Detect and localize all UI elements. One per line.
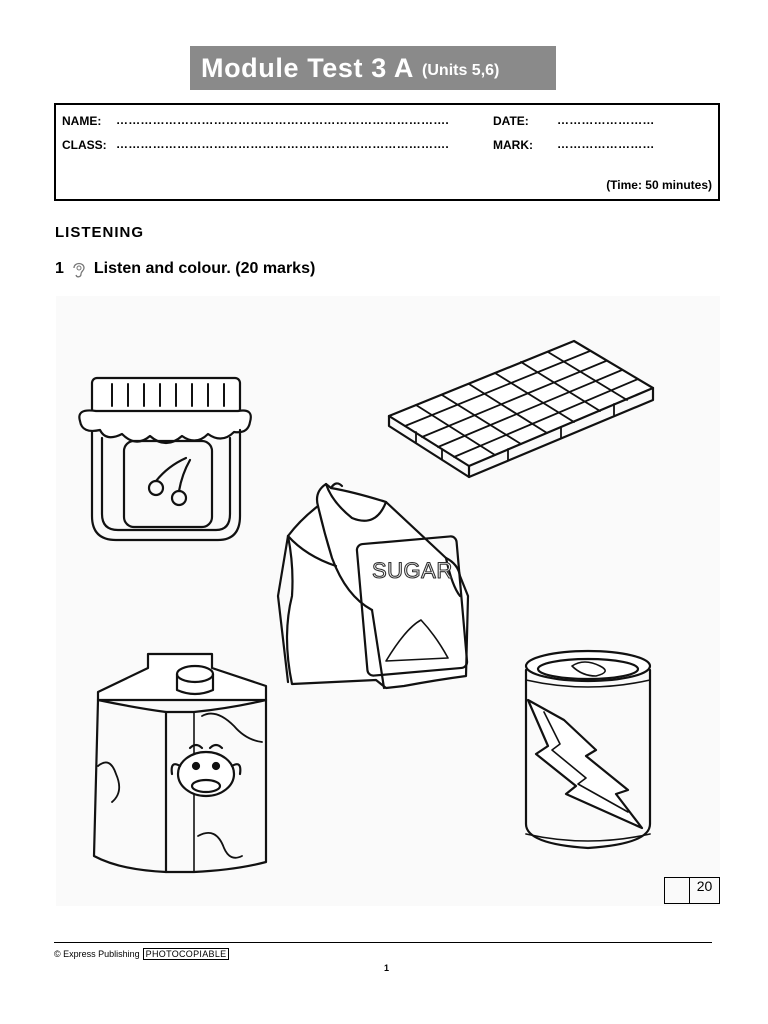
exercise-number: 1: [55, 260, 64, 277]
copyright-text: © Express Publishing: [54, 949, 140, 959]
date-field[interactable]: ……………………: [557, 113, 655, 127]
chocolate-bar-picture: [389, 341, 653, 477]
name-field[interactable]: ……………………………………………………………………….: [116, 113, 449, 127]
audio-listen-icon: [70, 259, 88, 279]
footer-divider: [54, 942, 712, 943]
mark-field[interactable]: ……………………: [557, 137, 655, 151]
score-total: 20: [696, 878, 713, 894]
picture-area: [56, 296, 720, 906]
soda-can-picture: [526, 651, 650, 848]
date-label: DATE:: [493, 114, 529, 128]
time-note: (Time: 50 minutes): [606, 178, 712, 192]
page-number: 1: [384, 963, 390, 973]
milk-carton-picture: [94, 654, 266, 872]
exercise-1-heading: [55, 259, 315, 279]
exercise-instruction: Listen and colour. (20 marks): [93, 260, 316, 277]
student-info-box: [54, 103, 720, 201]
sugar-label: SUGAR: [372, 558, 453, 583]
footer-copyright: [54, 948, 229, 960]
score-entry-cell[interactable]: [665, 878, 690, 903]
title-banner: [190, 46, 556, 90]
class-label: CLASS:: [62, 138, 107, 152]
name-label: NAME:: [62, 114, 102, 128]
score-box: [664, 877, 720, 904]
test-units: (Units 5,6): [422, 62, 500, 79]
photocopiable-badge: PHOTOCOPIABLE: [143, 948, 230, 960]
test-title: Module Test 3 A: [201, 52, 415, 83]
section-heading: LISTENING: [55, 224, 145, 241]
mark-label: MARK:: [493, 138, 533, 152]
food-pictures: [56, 296, 720, 906]
sugar-bag-picture: [278, 483, 468, 688]
jam-jar-picture: [79, 378, 250, 540]
class-field[interactable]: ……………………………………………………………………….: [116, 137, 449, 151]
